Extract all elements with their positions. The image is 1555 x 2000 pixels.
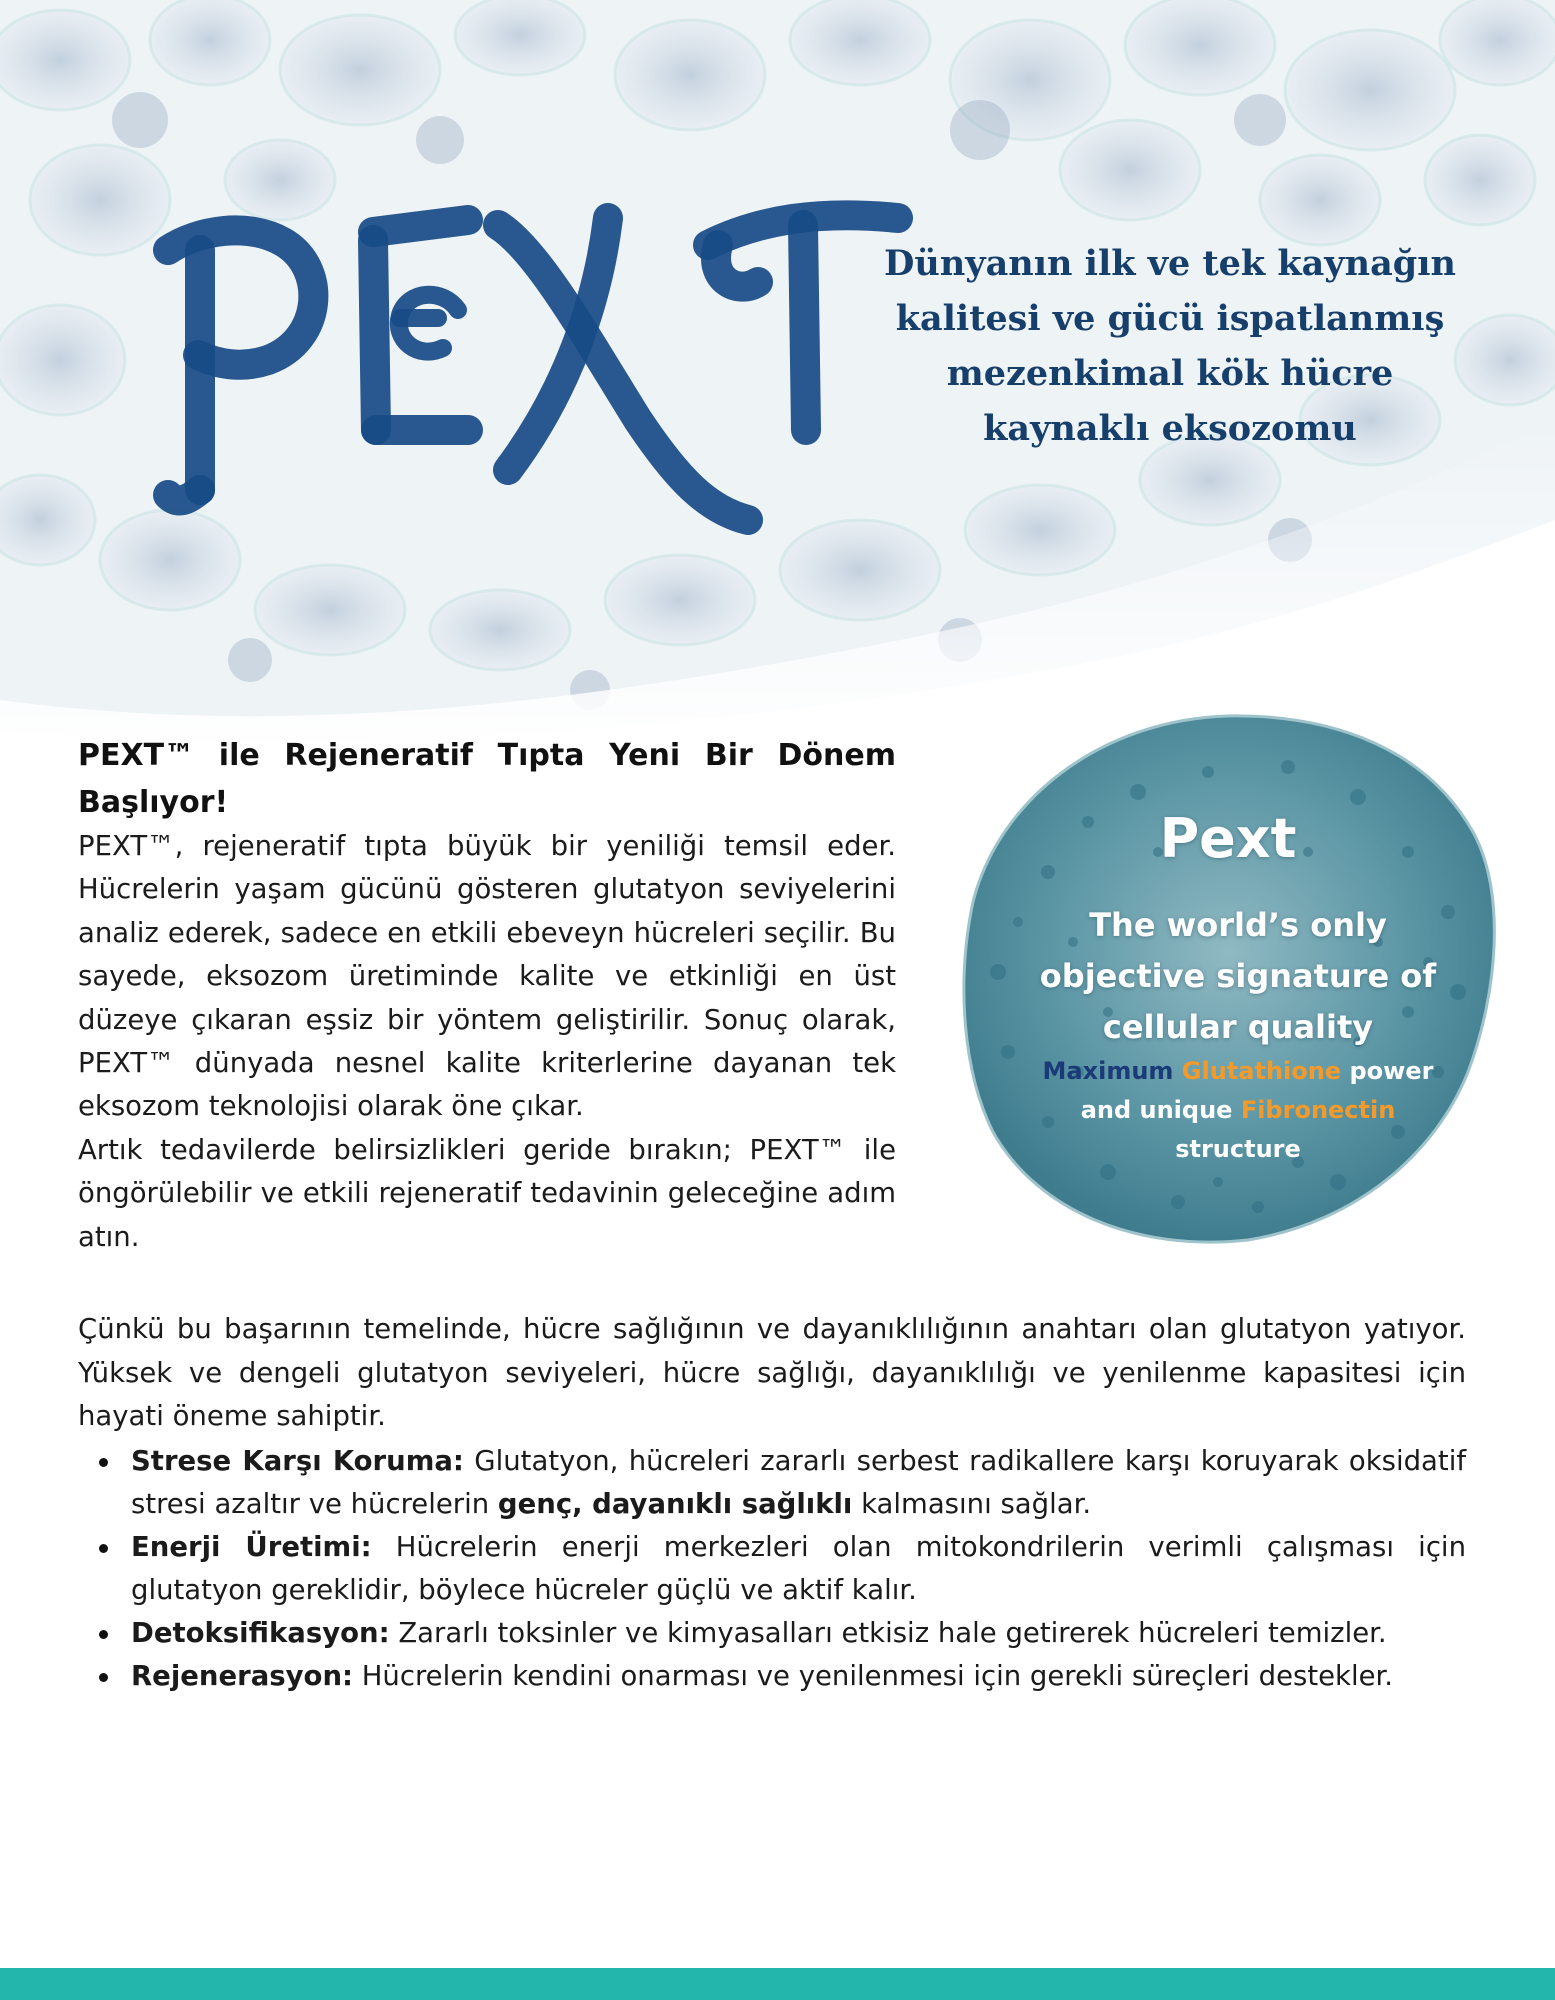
benefit-text: Hücrelerin kendini onarması ve yenilenmesi için gerekli süreçleri destekler. [353, 1660, 1394, 1692]
claim-word-power: power [1349, 1057, 1434, 1085]
tagline-line: Dünyanın ilk ve tek kaynağın [884, 243, 1456, 284]
cell-badge-subtitle [978, 900, 1498, 1053]
benefits-list [78, 1440, 1466, 1698]
tagline-line: kalitesi ve gücü ispatlanmış [895, 298, 1445, 339]
cell-badge [958, 712, 1498, 1247]
logo-text: PEXT [138, 190, 142, 191]
claim-word-and-unique: and unique [1080, 1096, 1233, 1124]
cell-subtitle-line: objective signature of [1039, 957, 1437, 995]
tagline-line: mezenkimal kök hücre [946, 353, 1394, 394]
list-item [131, 1526, 1466, 1612]
header-tagline [870, 236, 1470, 456]
claim-word-fibronectin: Fibronectin [1240, 1096, 1396, 1124]
cell-badge-title: Pext [1159, 807, 1297, 870]
benefit-text: Glutatyon, hücreleri zararlı serbest radikallere karşı koruyarak oksidatif stresi azaltır ve hücrelerin [131, 1445, 1467, 1520]
footer-bar [0, 1968, 1555, 2000]
intro-body [78, 825, 896, 1259]
list-item [131, 1655, 1466, 1698]
benefit-text: Hücrelerin enerji merkezleri olan mitokondrilerin verimli çalışması için glutatyon gereklidir, böylece hücreler güçlü ve aktif kalır. [131, 1531, 1467, 1606]
claim-line [978, 1052, 1498, 1091]
claim-word-glutathione: Glutathione [1181, 1057, 1342, 1085]
benefit-emphasis: genç, dayanıklı sağlıklı [497, 1488, 853, 1520]
intro-paragraph: Artık tedavilerde belirsizlikleri geride bırakın; PEXT™ ile öngörülebilir ve etkili rejeneratif tedavinin geleceğine adım atın. [78, 1133, 896, 1253]
benefit-term: Enerji Üretimi: [131, 1531, 372, 1563]
cell-subtitle-line: cellular quality [1102, 1008, 1374, 1046]
benefit-text-end: kalmasını sağlar. [852, 1488, 1092, 1520]
benefit-term: Rejenerasyon: [131, 1660, 354, 1692]
cell-badge-claim [978, 1052, 1498, 1169]
claim-word-structure: structure [1175, 1135, 1301, 1163]
cell-subtitle-line: The world’s only [1089, 906, 1387, 944]
pext-logo [138, 190, 918, 560]
benefit-term: Detoksifikasyon: [131, 1617, 390, 1649]
benefit-term: Strese Karşı Koruma: [131, 1445, 464, 1477]
claim-line [978, 1091, 1498, 1130]
intro-title: PEXT™ ile Rejeneratif Tıpta Yeni Bir Dönem Başlıyor! [78, 738, 896, 820]
claim-word-maximum: Maximum [1042, 1057, 1174, 1085]
benefit-text: Zararlı toksinler ve kimyasalları etkisiz hale getirerek hücreleri temizler. [389, 1617, 1387, 1649]
body-lead-paragraph: Çünkü bu başarının temelinde, hücre sağlığının ve dayanıklılığının anahtarı olan glutatyon yatıyor. Yüksek ve dengeli glutatyon seviyeleri, hücre sağlığı, dayanıklılığı ve yenilenme kapasitesi için hayati öneme sahiptir. [78, 1313, 1466, 1432]
list-item [131, 1440, 1466, 1526]
tagline-line: kaynaklı eksozomu [983, 408, 1357, 449]
list-item [131, 1612, 1466, 1655]
intro-paragraph: PEXT™, rejeneratif tıpta büyük bir yeniliği temsil eder. Hücrelerin yaşam gücünü gösteren glutatyon seviyelerini analiz ederek, sadece en etkili ebeveyn hücreleri seçilir. Bu sayede, eksozom üretiminde kalite ve etkinliği en üst düzeye çıkaran eşsiz bir yöntem geliştirilir. Sonuç olarak, PEXT™ dünyada nesnel kalite kriterlerine dayanan tek eksozom teknolojisi olarak öne çıkar. [78, 830, 896, 1123]
